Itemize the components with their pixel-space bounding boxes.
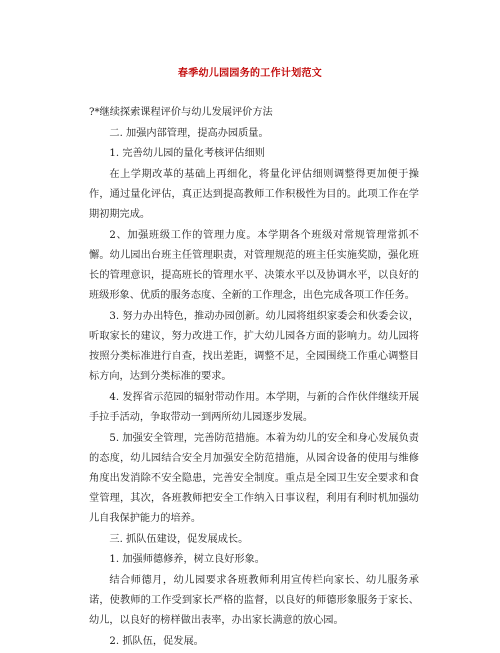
paragraph: 3. 努力办出特色，推动办园创新。幼儿园将组织家委会和伙委会议，听取家长的建议，努力改进工作，扩大幼儿园各方面的影响力。幼儿园将按照分类标准进行自查，找出差距，调整不足，全园围绕工作重心调整目标方向，达到分类标准的要求。 xyxy=(89,310,419,383)
paragraph: 4. 发挥省示范园的辐射带动作用。本学期，与新的合作伙伴继续开展手拉手活动，争取带动一到两所幼儿园逐步发展。 xyxy=(89,391,419,423)
paragraph: 2. 抓队伍，促发展。 xyxy=(109,635,204,647)
paragraph: ?*继续探索课程评价与幼儿发展评价方法 xyxy=(89,107,273,118)
paragraph: 在上学期改革的基础上再细化，将量化评估细则调整得更加便于操作，通过量化评估，真正达到提高教师工作积极性为目的。此项工作在学期初期完成。 xyxy=(89,169,419,221)
paragraph: 5. 加强安全管理，完善防范措施。本着为幼儿的安全和身心发展负责的态度，幼儿园结合安全月加强安全防范措施，从园舍设备的使用与维修角度出发消除不安全隐患，完善安全制度。重点是全园卫生安全要求和食堂管理，其次，各班教师把安全工作纳入日事议程，利用有利时机加强幼儿自我保护能力的培养。 xyxy=(89,432,419,525)
paragraph: 2、加强班级工作的管理力度。本学期各个班级对常规管理常抓不懈。幼儿园出台班主任管理职责，对管理规范的班主任实施奖励，强化班长的管理意识，提高班长的管理水平、决策水平以及协调水平，以良好的班级形象、优质的服务态度、全新的工作理念，出色完成各项工作任务。 xyxy=(89,229,419,302)
paragraph: 结合师德月，幼儿园要求各班教师利用宣传栏向家长、幼儿服务承诺，使教师的工作受到家长严格的监督，以良好的师德形象服务于家长、幼儿，以良好的榜样做出表率，办出家长满意的放心园。 xyxy=(89,575,419,627)
document-body xyxy=(89,103,419,653)
paragraph: 1. 加强师德修养，树立良好形象。 xyxy=(109,554,265,566)
document-title: 春季幼儿园园务的工作计划范文 xyxy=(177,68,323,79)
paragraph: 1. 完善幼儿园的量化考核评估细则 xyxy=(109,148,265,160)
paragraph: 二. 加强内部管理，提高办园质量。 xyxy=(109,127,269,139)
paragraph: 三. 抓队伍建设，促发展成长。 xyxy=(109,533,249,545)
